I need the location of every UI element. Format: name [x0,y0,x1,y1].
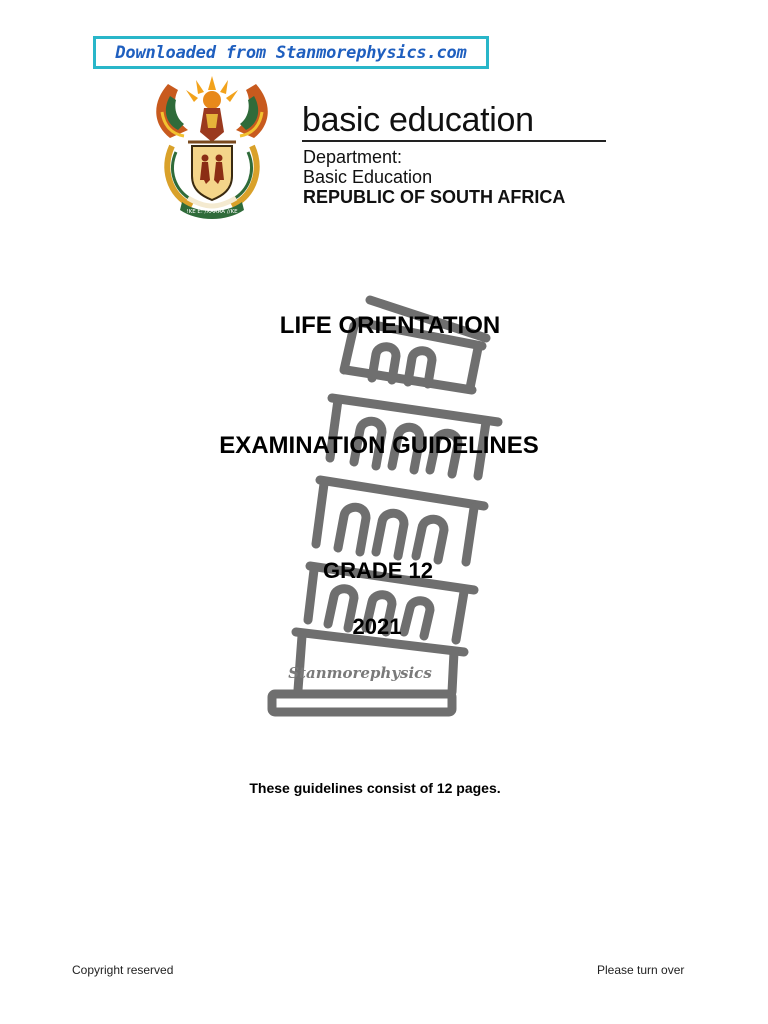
department-brand: basic education [302,101,534,139]
brand-divider [302,140,606,142]
document-type-title: EXAMINATION GUIDELINES [219,432,539,459]
watermark-text: Stanmorephysics [288,664,432,682]
leaning-tower-watermark-icon [250,280,510,730]
crest-motto: !KE E: /XARRA //KE [186,209,238,215]
grade-label: GRADE 12 [322,558,434,583]
country-name: REPUBLIC OF SOUTH AFRICA [303,187,566,207]
page-count-note: These guidelines consist of 12 pages. [249,780,501,796]
subject-title: LIFE ORIENTATION [279,312,501,339]
turn-over-footer: Please turn over [597,963,685,977]
copyright-footer: Copyright reserved [72,963,174,977]
download-source-link[interactable]: Downloaded from Stanmorephysics.com [115,42,467,63]
year-label: 2021 [352,614,402,639]
department-label: Department: [303,147,403,167]
department-name: Basic Education [303,167,433,187]
download-source-banner[interactable] [93,36,489,69]
coat-of-arms-icon [148,72,276,222]
